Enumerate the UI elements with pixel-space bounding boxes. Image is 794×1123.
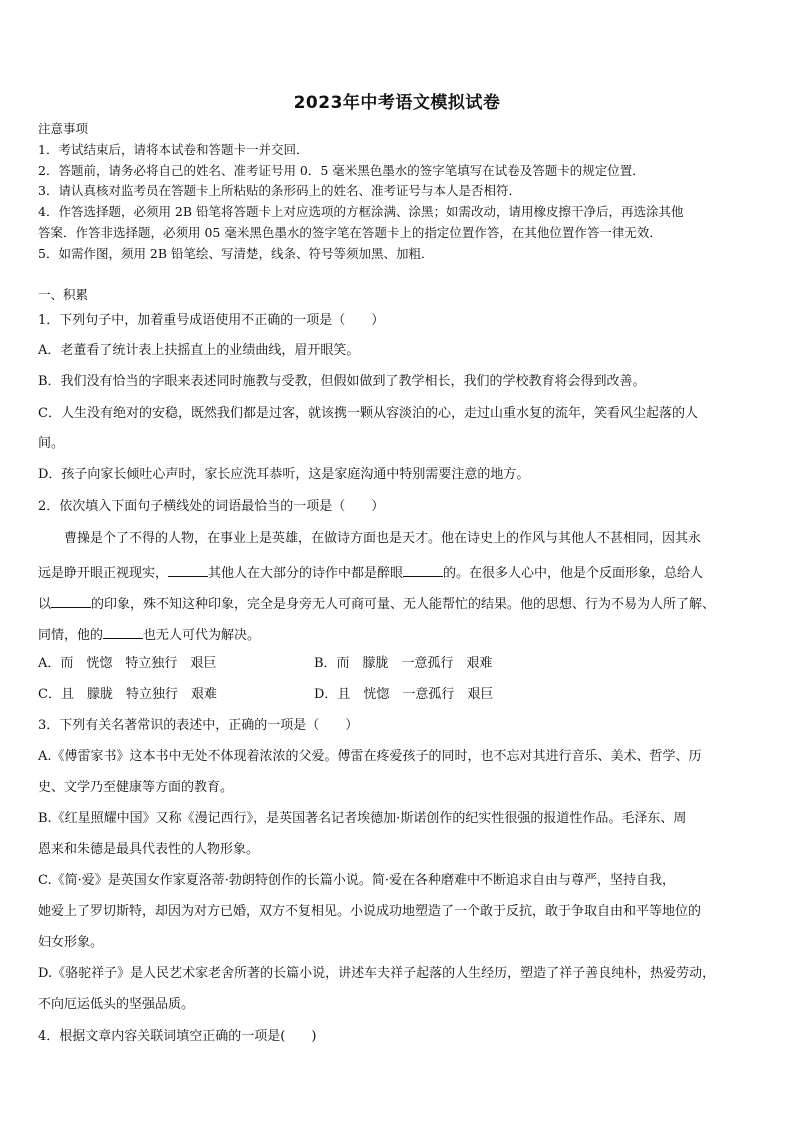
question-3-option-b-line2: 恩来和朱德是最具代表性的人物形象。 xyxy=(38,842,260,857)
passage-text: 其他人在大部分的诗作中都是醉眼 xyxy=(208,566,404,581)
question-1-stem: 1．下列句子中，加着重号成语使用不正确的一项是（ ） xyxy=(38,313,385,328)
question-3-stem: 3．下列有关名著常识的表述中，正确的一项是（ ） xyxy=(38,718,359,733)
question-1-option-c-line1: C．人生没有绝对的安稳，既然我们都是过客，就该携一颗从容淡泊的心，走过山重水复的流年，笑看风尘起落的人 xyxy=(38,406,698,421)
question-1-option-b: B．我们没有恰当的字眼来表述同时施教与受教，但假如做到了教学相长，我们的学校教育将会得到改善。 xyxy=(38,374,646,389)
notice-item: 2．答题前，请务必将自己的姓名、准考证号用 0．5 毫米黑色墨水的签字笔填写在试卷及答题卡的规定位置． xyxy=(38,163,645,178)
section-heading: 一、积累 xyxy=(38,287,89,302)
question-2-option-b: B．而 朦胧 一意孤行 艰难 xyxy=(314,656,493,671)
question-3-option-a-line1: A.《傅雷家书》这本书中无处不体现着浓浓的父爱。傅雷在疼爱孩子的同时，也不忘对其进行音乐、美术、哲学、历 xyxy=(38,749,702,764)
answer-blank xyxy=(168,563,208,577)
answer-blank xyxy=(51,594,91,608)
passage-text: 以 xyxy=(38,597,52,612)
passage-text: 的印象，殊不知这种印象，完全是身旁无人可商可量、无人能帮忙的结果。他的思想、行为不易为人所了解、 xyxy=(91,597,716,612)
question-3-option-b-line1: B.《红星照耀中国》又称《漫记西行》，是英国著名记者埃德加·斯诺创作的纪实性很强的报道性作品。毛泽东、周 xyxy=(38,811,687,826)
question-2-option-c: C．且 朦胧 特立独行 艰难 xyxy=(38,687,217,702)
notice-item: 1．考试结束后，请将本试卷和答题卡一并交回． xyxy=(38,142,309,157)
passage-text: 的。在很多人心中，他是个反面形象，总给人 xyxy=(443,566,704,581)
question-2-option-d: D．且 恍惚 一意孤行 艰巨 xyxy=(314,687,494,702)
page-title: 2023年中考语文模拟试卷 xyxy=(293,93,501,113)
question-2-passage-line3 xyxy=(38,594,715,613)
question-1-option-c-line2: 间。 xyxy=(38,436,65,451)
question-3-option-c-line1: C.《简·爱》是英国女作家夏洛蒂·勃朗特创作的长篇小说。简·爱在各种磨难中不断追求自由与尊严，坚持自我， xyxy=(38,873,676,888)
question-2-stem: 2．依次填入下面句子横线处的词语最恰当的一项是（ ） xyxy=(38,499,385,514)
notice-item: 4．作答选择题，必须用 2B 铅笔将答题卡上对应选项的方框涂满、涂黑；如需改动，请用橡皮擦干净后，再选涂其他 xyxy=(38,204,684,219)
notice-item: 5．如需作图，须用 2B 铅笔绘、写清楚，线条、符号等须加黑、加粗． xyxy=(38,246,434,261)
question-1-option-d: D．孩子向家长倾吐心声时，家长应洗耳恭听，这是家庭沟通中特别需要注意的地方。 xyxy=(38,467,530,482)
question-2-passage-line4 xyxy=(38,625,260,644)
passage-text: 远是睁开眼正视现实， xyxy=(38,566,169,581)
question-3-option-c-line3: 妇女形象。 xyxy=(38,935,104,950)
question-3-option-c-line2: 她爱上了罗切斯特，却因为对方已婚，双方不复相见。小说成功地塑造了一个敢于反抗，敢于争取自由和平等地位的 xyxy=(38,904,702,919)
question-3-option-d-line2: 不向厄运低头的坚强品质。 xyxy=(38,997,195,1012)
answer-blank xyxy=(403,563,443,577)
notice-item: 3．请认真核对监考员在答题卡上所粘贴的条形码上的姓名、准考证号与本人是否相符． xyxy=(38,183,521,198)
question-1-option-a: A．老董看了统计表上扶摇直上的业绩曲线，眉开眼笑。 xyxy=(38,343,360,358)
question-2-passage-line1: 曹操是个了不得的人物，在事业上是英雄，在做诗方面也是天才。他在诗史上的作风与其他人不甚相同，因其永 xyxy=(38,531,702,546)
question-2-passage-line2 xyxy=(38,563,703,582)
passage-text: 同情，他的 xyxy=(38,628,104,643)
notice-item: 答案．作答非选择题，必须用 05 毫米黑色墨水的签字笔在答题卡上的指定位置作答，在其他位置作答一律无效． xyxy=(38,225,662,240)
question-3-option-a-line2: 史、文学乃至健康等方面的教育。 xyxy=(38,780,234,795)
question-4-stem: 4．根据文章内容关联词填空正确的一项是( ) xyxy=(38,1029,317,1044)
question-2-option-a: A．而 恍惚 特立独行 艰巨 xyxy=(38,656,217,671)
question-3-option-d-line1: D.《骆驼祥子》是人民艺术家老舍所著的长篇小说，讲述车夫祥子起落的人生经历，塑造了祥子善良纯朴，热爱劳动， xyxy=(38,966,716,981)
notice-heading: 注意事项 xyxy=(38,121,89,136)
answer-blank xyxy=(103,625,143,639)
passage-text: 也无人可代为解决。 xyxy=(143,628,261,643)
